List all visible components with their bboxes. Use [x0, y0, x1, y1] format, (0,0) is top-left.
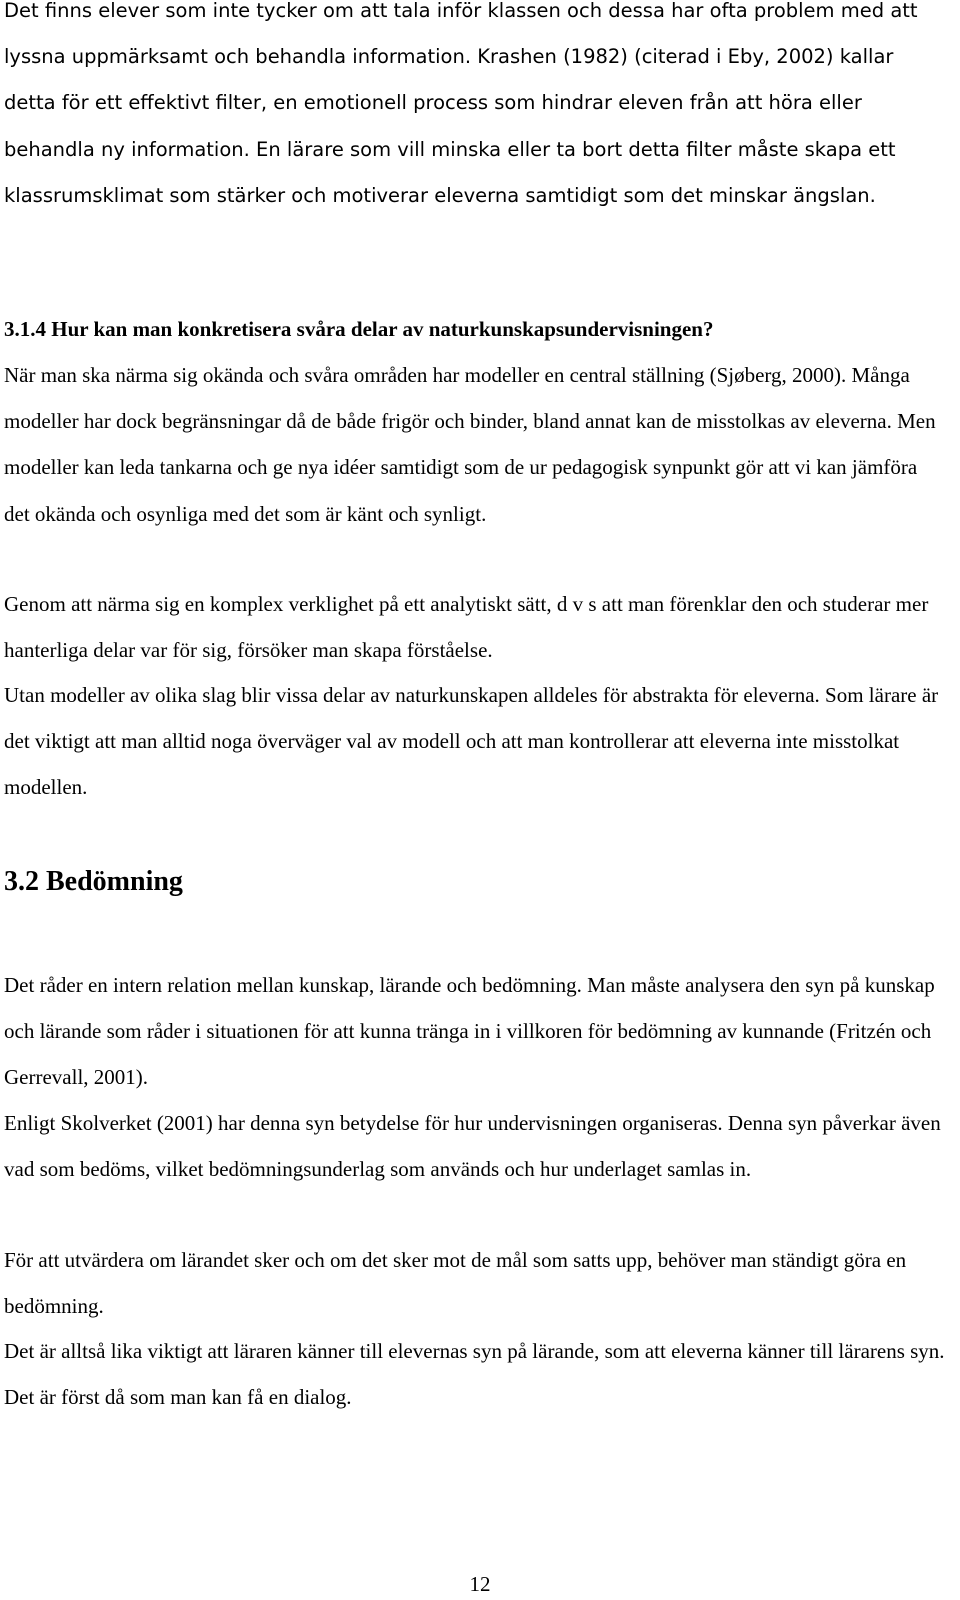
paragraph-emotional-filter — [4, 0, 946, 219]
page-number: 12 — [469, 1572, 491, 1596]
paragraph-analytical: Genom att närma sig en komplex verklighet på ett analytiskt sätt, d v s att man förenklar den och studerar mer hanterliga delar var för sig, försöker man skapa förståelse. — [4, 592, 929, 663]
paragraph-relation: Det råder en intern relation mellan kunskap, lärande och bedömning. Man måste analysera den syn på kunskap och lärande som råder i situationen för att kunna tränga in i villkoren för bedömning av kunnande (Fritzén och Gerrevall, 2001). — [4, 973, 935, 1090]
heading-3-1-4: 3.1.4 Hur kan man konkretisera svåra delar av naturkunskapsundervisningen? — [4, 317, 714, 341]
paragraph-dialog-text: Det är alltså lika viktigt att läraren känner till elevernas syn på lärande, som att eleverna känner till lärarens syn. Det är först då som man kan få en dialog. — [4, 1339, 945, 1410]
heading-3-2: 3.2 Bedömning — [4, 866, 183, 897]
paragraph-skolverket: Enligt Skolverket (2001) har denna syn betydelse för hur undervisningen organiseras. Denna syn påverkar även vad som bedöms, vilket bedömningsunderlag som används och hur underlaget samlas in. — [4, 1111, 941, 1182]
paragraph-abstract: Utan modeller av olika slag blir vissa delar av naturkunskapen alldeles för abstrakta för eleverna. Som lärare är det viktigt att man alltid noga överväger val av modell och att man kontrollerar att eleverna inte misstolkat modellen. — [4, 683, 939, 800]
paragraph-dialog — [4, 1328, 946, 1420]
paragraph-models — [4, 352, 946, 537]
paragraph-evaluate: För att utvärdera om lärandet sker och om det sker mot de mål som satts upp, behöver man ständigt göra en bedömning. — [4, 1248, 907, 1319]
paragraph-models-text: När man ska närma sig okända och svåra områden har modeller en central ställning (Sjøberg, 2000). Många modeller har dock begränsningar då de både frigör och binder, bland annat kan de misstolkas av eleverna. Men modeller kan leda tankarna och ge nya idéer samtidigt som de ur pedagogisk synpunkt gör att vi kan jämföra det okända och osynliga med det som är känt och synligt. — [4, 363, 936, 526]
paragraph-emotional-filter-text: Det finns elever som inte tycker om att tala inför klassen och dessa har ofta problem med att lyssna uppmärksamt och behandla information. Krashen (1982) (citerad i Eby, 2002) kallar detta för ett effektivt filter, en emotionell process som hindrar eleven från att höra eller behandla ny information. En lärare som vill minska eller ta bort detta filter måste skapa ett klassrumsklimat som stärker och motiverar eleverna samtidigt som det minskar ängslan. — [4, 0, 918, 207]
